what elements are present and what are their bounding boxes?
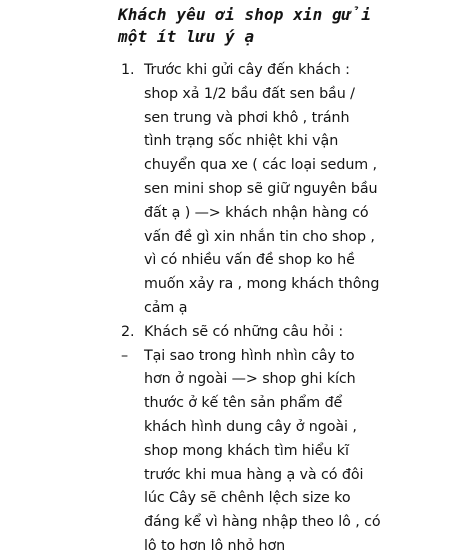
text-line: vì có nhiều vấn đề shop ko hề: [144, 252, 355, 269]
text-line: sen trung và phơi khô , tránh: [144, 109, 350, 126]
text-line: đất ạ ) —> khách nhận hàng có: [144, 204, 369, 221]
list-number: 1.: [121, 62, 135, 78]
text-line: Trước khi gửi cây đến khách :: [144, 62, 350, 78]
list-number: 2.: [121, 323, 135, 340]
text-line: cảm ạ: [144, 299, 188, 316]
text-line: đáng kể vì hàng nhập theo lô , có: [144, 514, 381, 531]
heading-line-1: Khách yêu ơi shop xin gửi: [118, 5, 371, 24]
text-line: hơn ở ngoài —> shop ghi kích: [144, 371, 356, 388]
note-heading: [118, 4, 418, 48]
text-line: muốn xảy ra , mong khách thông: [144, 276, 380, 293]
text-line: shop mong khách tìm hiểu kĩ: [144, 442, 349, 459]
list-item: [118, 321, 438, 345]
list-dash: –: [121, 347, 129, 364]
text-line: trước khi mua hàng ạ và có đôi: [144, 466, 364, 483]
text-line: sen mini shop sẽ giữ nguyên bầu: [144, 180, 378, 197]
text-line: lô to hơn lô nhỏ hơn: [144, 537, 286, 554]
text-line: chuyển qua xe ( các loại sedum ,: [144, 157, 377, 174]
text-line: lúc Cây sẽ chênh lệch size ko: [144, 490, 351, 507]
text-line: thước ở kế tên sản phẩm để: [144, 395, 343, 412]
text-line: tình trạng sốc nhiệt khi vận: [144, 133, 339, 150]
text-line: khách hình dung cây ở ngoài ,: [144, 418, 357, 435]
text-line: shop xả 1/2 bầu đất sen bầu /: [144, 85, 355, 102]
list-item: [118, 59, 438, 321]
notes-list: [118, 59, 438, 559]
heading-line-2: một ít lưu ý ạ: [118, 27, 255, 46]
text-line: Tại sao trong hình nhìn cây to: [144, 347, 355, 364]
text-line: Khách sẽ có những câu hỏi :: [144, 323, 344, 340]
list-item: [118, 345, 438, 559]
text-line: vấn đề gì xin nhắn tin cho shop ,: [144, 228, 375, 245]
